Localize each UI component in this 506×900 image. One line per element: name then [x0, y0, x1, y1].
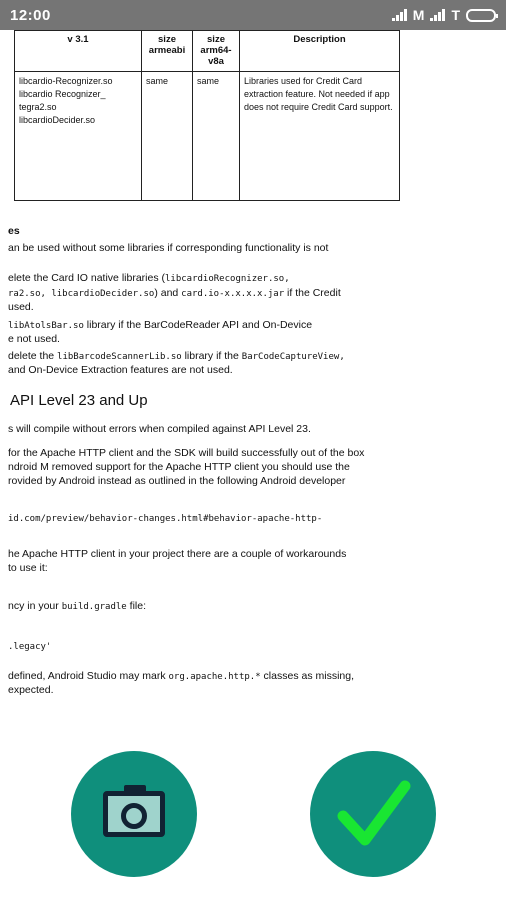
table-header: Description: [240, 31, 400, 72]
text-line: for the Apache HTTP client and the SDK will build successfully out of the box: [8, 447, 365, 459]
lib-name: libcardio Recognizer_: [19, 89, 106, 100]
text-span: ) and: [154, 287, 182, 299]
text-line: s will compile without errors when compiled against API Level 23.: [8, 423, 311, 435]
battery-icon: [466, 9, 496, 22]
signal-icon: [392, 9, 407, 21]
code-span: ra2.so, libcardioDecider.so: [8, 289, 155, 299]
table-cell-description: Libraries used for Credit Card extraction feature. Not needed if app does not require Credit Card support.: [240, 72, 400, 201]
text-line: [8, 272, 290, 284]
text-line: he Apache HTTP client in your project there are a couple of workarounds: [8, 548, 347, 560]
url-line: id.com/preview/behavior-changes.html#behavior-apache-http-: [8, 514, 323, 524]
status-bar: [0, 0, 506, 30]
text-span: classes as missing,: [260, 670, 355, 682]
checkmark-icon: [333, 774, 413, 854]
code-span: libBarcodeScannerLib.so: [57, 352, 182, 362]
text-span: defined, Android Studio may mark: [8, 670, 169, 682]
table-cell: same: [193, 72, 240, 201]
table-row: [15, 72, 400, 201]
document-preview: [0, 30, 506, 900]
text-line: ndroid M removed support for the Apache HTTP client you should use the: [8, 461, 350, 473]
text-line: [8, 350, 345, 362]
text-line: e not used.: [8, 333, 60, 345]
text-line: [8, 600, 146, 612]
table-header-row: [15, 31, 400, 72]
table-cell: same: [142, 72, 193, 201]
text-span: if the Credit: [284, 287, 341, 299]
table-header: size armeabi: [142, 31, 193, 72]
retake-photo-button[interactable]: [71, 751, 197, 877]
lib-name: tegra2.so: [19, 102, 57, 113]
table-cell-libs: [15, 72, 142, 201]
camera-icon: [103, 791, 165, 837]
lib-name: libcardio-Recognizer.so: [19, 76, 113, 86]
text-line: [8, 287, 341, 299]
carrier-label-1: M: [412, 7, 425, 23]
carrier-label-2: T: [451, 7, 460, 23]
code-span: build.gradle: [61, 602, 127, 612]
table-header: v 3.1: [15, 31, 142, 72]
section-label: es: [8, 225, 20, 237]
text-line: to use it:: [8, 562, 48, 574]
signal-icon-2: [430, 9, 445, 21]
code-line: .legacy': [8, 642, 52, 652]
lib-name: libcardioDecider.so: [19, 115, 96, 126]
text-line: and On-Device Extraction features are not used.: [8, 364, 233, 376]
text-span: library if the: [181, 350, 242, 362]
text-line: [8, 670, 354, 682]
library-table: [14, 30, 400, 201]
status-icons: [392, 7, 496, 23]
text-span: ncy in your: [8, 600, 62, 612]
text-line: [8, 319, 312, 331]
code-span: card.io-x.x.x.x.jar: [181, 289, 285, 299]
text-span: library if the BarCodeReader API and On-Device: [83, 319, 313, 331]
code-span: libAtolsBar.so: [8, 321, 84, 331]
text-line: used.: [8, 301, 34, 313]
text-line: an be used without some libraries if corresponding functionality is not: [8, 242, 329, 254]
section-heading: API Level 23 and Up: [10, 392, 148, 409]
text-line: expected.: [8, 684, 54, 696]
code-span: org.apache.http.*: [168, 672, 261, 682]
status-time: 12:00: [10, 6, 51, 24]
confirm-button[interactable]: [310, 751, 436, 877]
text-span: delete the: [8, 350, 58, 362]
table-header: size arm64-v8a: [193, 31, 240, 72]
code-span: BarCodeCaptureView,: [241, 352, 345, 362]
text-span: file:: [126, 600, 146, 612]
text-span: elete the Card IO native libraries (: [8, 272, 165, 284]
text-line: rovided by Android instead as outlined in the following Android developer: [8, 475, 346, 487]
code-span: libcardioRecognizer.so,: [165, 274, 290, 284]
